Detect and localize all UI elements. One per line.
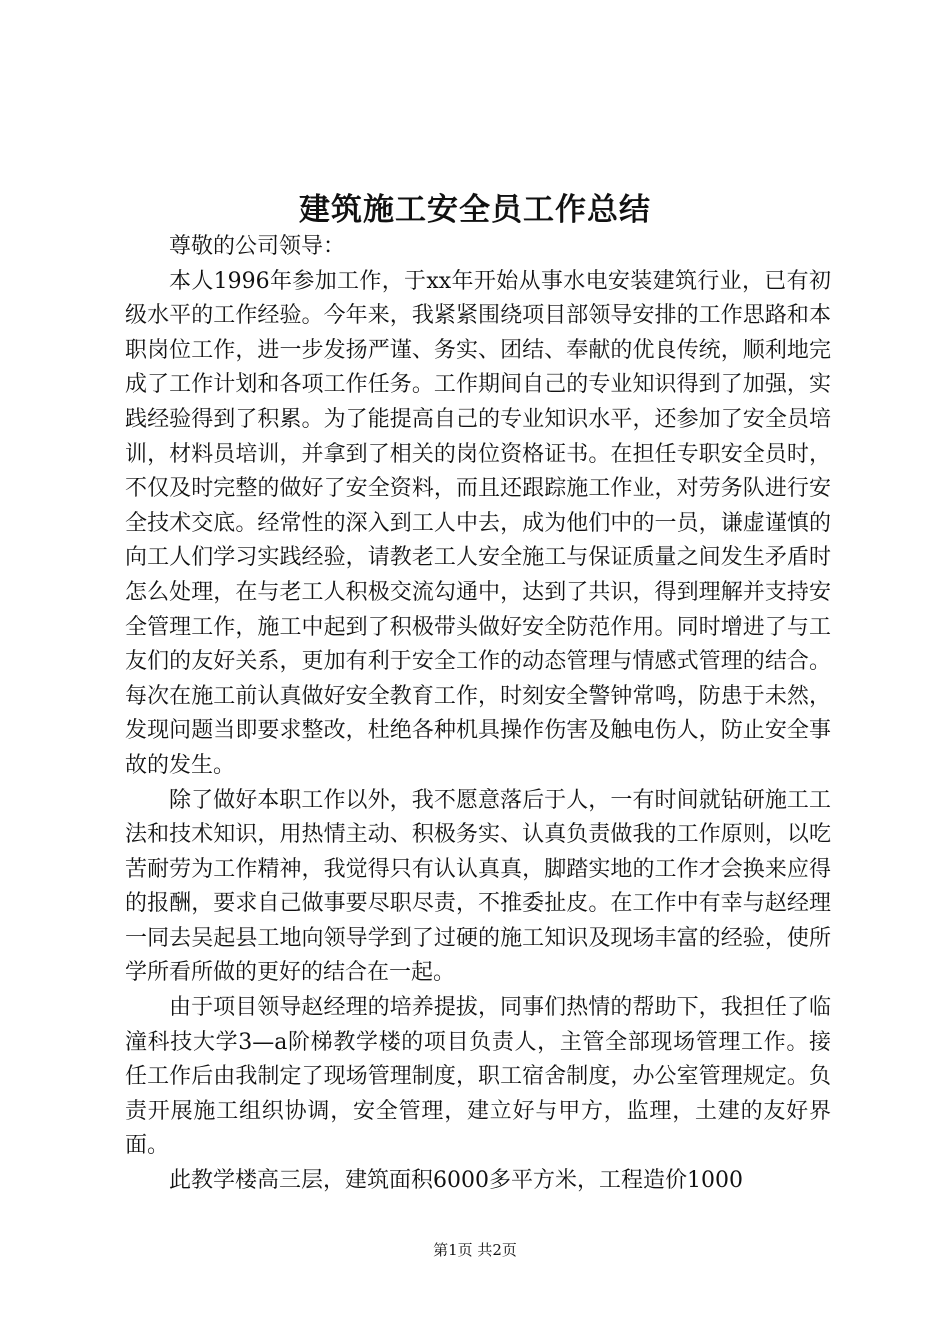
salutation: 尊敬的公司领导：: [169, 234, 346, 259]
document-body: [125, 230, 831, 1199]
paragraph: 由于项目领导赵经理的培养提拔，同事们热情的帮助下，我担任了临潼科技大学3—a阶梯教学楼的项目负责人，主管全部现场管理工作。接任工作后由我制定了现场管理制度，职工宿舍制度，办公室管理规定。负责开展施工组织协调，安全管理，建立好与甲方，监理，土建的友好界面。: [125, 995, 831, 1159]
document-title: 建筑施工安全员工作总结: [299, 192, 651, 228]
paragraph: 除了做好本职工作以外，我不愿意落后于人，一有时间就钻研施工工法和技术知识，用热情主动、积极务实、认真负责做我的工作原则，以吃苦耐劳为工作精神，我觉得只有认认真真，脚踏实地的工作才会换来应得的报酬，要求自己做事要尽职尽责，不推委扯皮。在工作中有幸与赵经理一同去吴起县工地向领导学到了过硬的施工知识及现场丰富的经验，使所学所看所做的更好的结合在一起。: [125, 787, 831, 986]
page-number-footer: 第1页 共2页: [433, 1241, 517, 1259]
paragraph: 此教学楼高三层，建筑面积6000多平方米，工程造价1000: [169, 1168, 743, 1194]
paragraph: 本人1996年参加工作，于xx年开始从事水电安装建筑行业，已有初级水平的工作经验。今年来，我紧紧围绕项目部领导安排的工作思路和本职岗位工作，进一步发扬严谨、务实、团结、奉献的优良传统，顺利地完成了工作计划和各项工作任务。工作期间自己的专业知识得到了加强，实践经验得到了积累。为了能提高自己的专业知识水平，还参加了安全员培训，材料员培训，并拿到了相关的岗位资格证书。在担任专职安全员时，不仅及时完整的做好了安全资料，而且还跟踪施工作业，对劳务队进行安全技术交底。经常性的深入到工人中去，成为他们中的一员，谦虚谨慎的向工人们学习实践经验，请教老工人安全施工与保证质量之间发生矛盾时怎么处理，在与老工人积极交流勾通中，达到了共识，得到理解并支持安全管理工作，施工中起到了积极带头做好安全防范作用。同时增进了与工友们的友好关系，更加有利于安全工作的动态管理与情感式管理的结合。每次在施工前认真做好安全教育工作，时刻安全警钟常鸣，防患于未然，发现问题当即要求整改，杜绝各种机具操作伤害及触电伤人，防止安全事故的发生。: [125, 268, 831, 778]
